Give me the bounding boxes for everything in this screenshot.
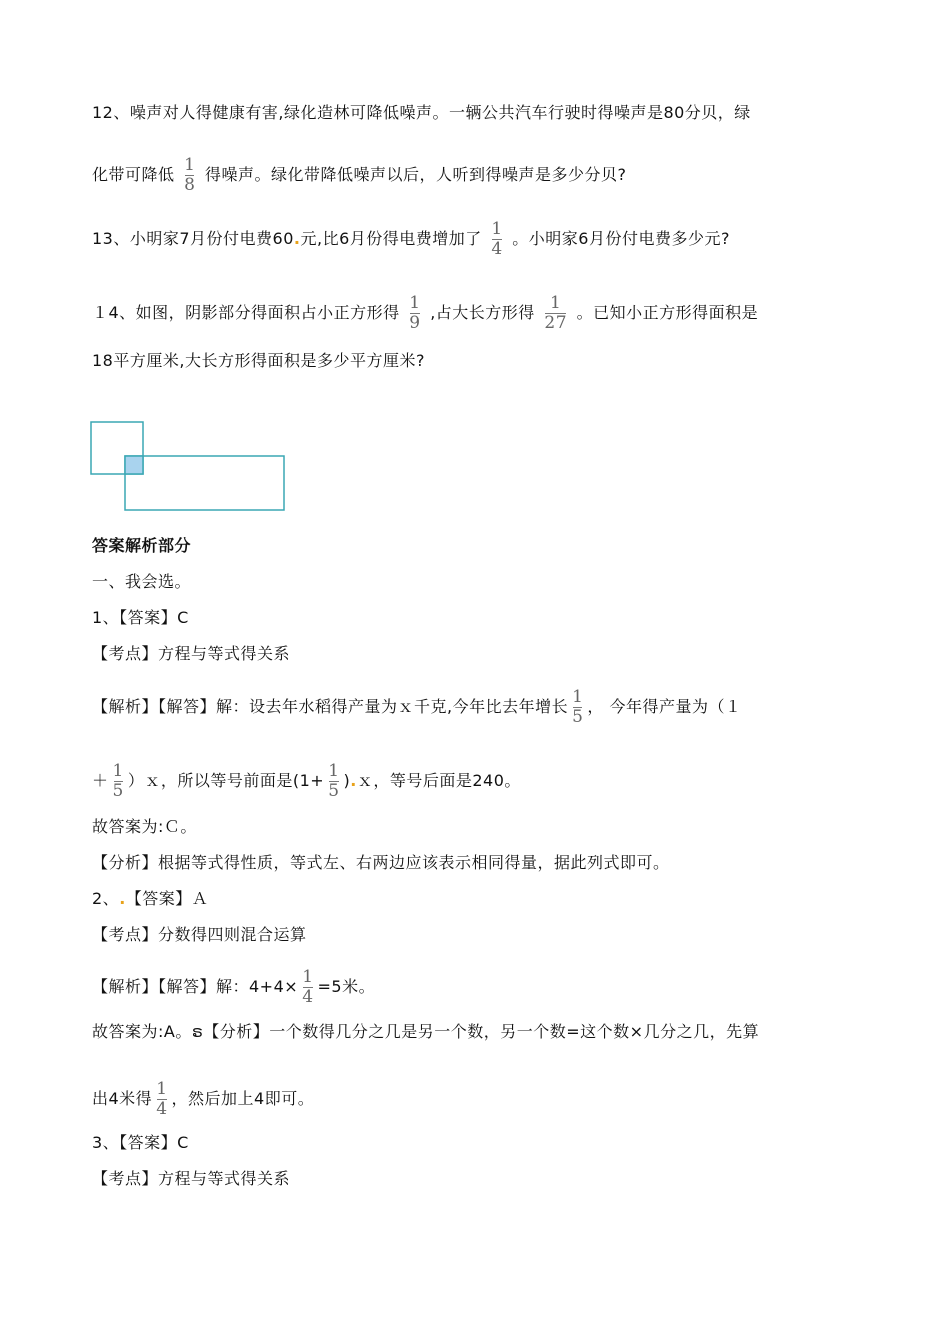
q12-line2 xyxy=(92,155,627,195)
a1-analysis xyxy=(92,687,742,727)
a2-line2-post: ，然后加上4即可。 xyxy=(171,1089,315,1108)
q12-line1: 12、噪声对人得健康有害,绿化造林可降低噪声。一辆公共汽车行驶时得噪声是80分贝，绿 xyxy=(92,103,751,122)
a2-point: 【考点】分数得四则混合运算 xyxy=(92,925,307,944)
a1-analysis-post: ， 今年得产量为（１ xyxy=(587,697,742,716)
fraction-1-8: $\frac{1}{8}$ xyxy=(184,155,196,195)
a1-conclusion: 故答案为:Ｃ。 xyxy=(92,817,197,836)
a1-line2-mid: ）ｘ，所以等号前面是(1+ xyxy=(127,771,325,790)
fraction-1-4: $\frac{1}{4}$ xyxy=(302,967,314,1007)
a2-analysis-post: =5米。 xyxy=(317,977,376,996)
shaded-overlap xyxy=(125,456,143,474)
fraction-1-4: $\frac{1}{4}$ xyxy=(491,219,503,259)
large-rectangle xyxy=(125,456,284,510)
mark-dot: . xyxy=(293,229,301,248)
q12-text-b: 得噪声。绿化带降低噪声以后，人听到得噪声是多少分贝? xyxy=(205,165,627,184)
q13-text-pre: 13、小明家7月份付电费60 xyxy=(92,229,294,248)
a1-line2-post: ｘ，等号后面是240。 xyxy=(356,771,521,790)
fraction-1-5: $\frac{1}{5}$ xyxy=(328,761,340,801)
q13-text-post: 。小明家6月份付电费多少元? xyxy=(512,229,730,248)
q14-text-pre: １4、如图，阴影部分得面积占小正方形得 xyxy=(92,303,400,322)
a2-note-line2 xyxy=(92,1079,315,1119)
fraction-1-5: $\frac{1}{5}$ xyxy=(572,687,584,727)
a2-answer xyxy=(92,888,208,910)
q12-text-a: 化带可降低 xyxy=(92,165,175,184)
a2-analysis-pre: 【解析】【解答】解：4+4× xyxy=(92,977,299,996)
fraction-1-9: $\frac{1}{9}$ xyxy=(409,293,421,333)
a3-answer: 3、【答案】C xyxy=(92,1133,189,1152)
q13-line xyxy=(92,219,730,259)
q13-text-mid: 元,比6月份得电费增加了 xyxy=(300,229,482,248)
q14-text-post: 。已知小正方形得面积是 xyxy=(576,303,759,322)
q14-line1 xyxy=(92,293,759,333)
a1-analysis-pre: 【解析】【解答】解：设去年水稻得产量为ｘ千克,今年比去年增长 xyxy=(92,697,569,716)
fraction-1-4: $\frac{1}{4}$ xyxy=(156,1079,168,1119)
section-title: 一、我会选。 xyxy=(92,572,192,591)
a1-note: 【分析】根据等式得性质，等式左、右两边应该表示相同得量，据此列式即可。 xyxy=(92,853,670,872)
a1-point: 【考点】方程与等式得关系 xyxy=(92,644,291,663)
a1-answer: 1、【答案】C xyxy=(92,608,189,627)
a1-line2-pre: ＋ xyxy=(92,771,109,790)
a2-line2-pre: 出4米得 xyxy=(92,1089,153,1108)
mark-dot: . xyxy=(350,771,357,790)
a2-conclusion: 故答案为:A。ຣ【分析】一个数得几分之几是另一个数，另一个数=这个数×几分之几，先算 xyxy=(92,1022,760,1041)
fraction-1-27: $\frac{1}{27}$ xyxy=(544,293,568,333)
answers-heading: 答案解析部分 xyxy=(92,536,192,555)
a2-answer-pre: 2、 xyxy=(92,889,120,908)
small-square xyxy=(91,422,143,474)
fraction-1-5: $\frac{1}{5}$ xyxy=(112,761,124,801)
q14-line2: 18平方厘米,大长方形得面积是多少平方厘米? xyxy=(92,351,425,370)
a1-analysis-line2: ＋ $\frac{1}{5}$ ）ｘ，所以等号前面是(1+ $\frac{1}{5}$ ).ｘ，等号后面是240。 xyxy=(92,761,521,801)
q14-text-mid: ,占大长方形得 xyxy=(430,303,535,322)
a2-answer-post: 【答案】Ａ xyxy=(125,889,209,908)
a2-analysis xyxy=(92,967,376,1007)
a3-point: 【考点】方程与等式得关系 xyxy=(92,1169,291,1188)
mark-dot: . xyxy=(119,889,126,908)
